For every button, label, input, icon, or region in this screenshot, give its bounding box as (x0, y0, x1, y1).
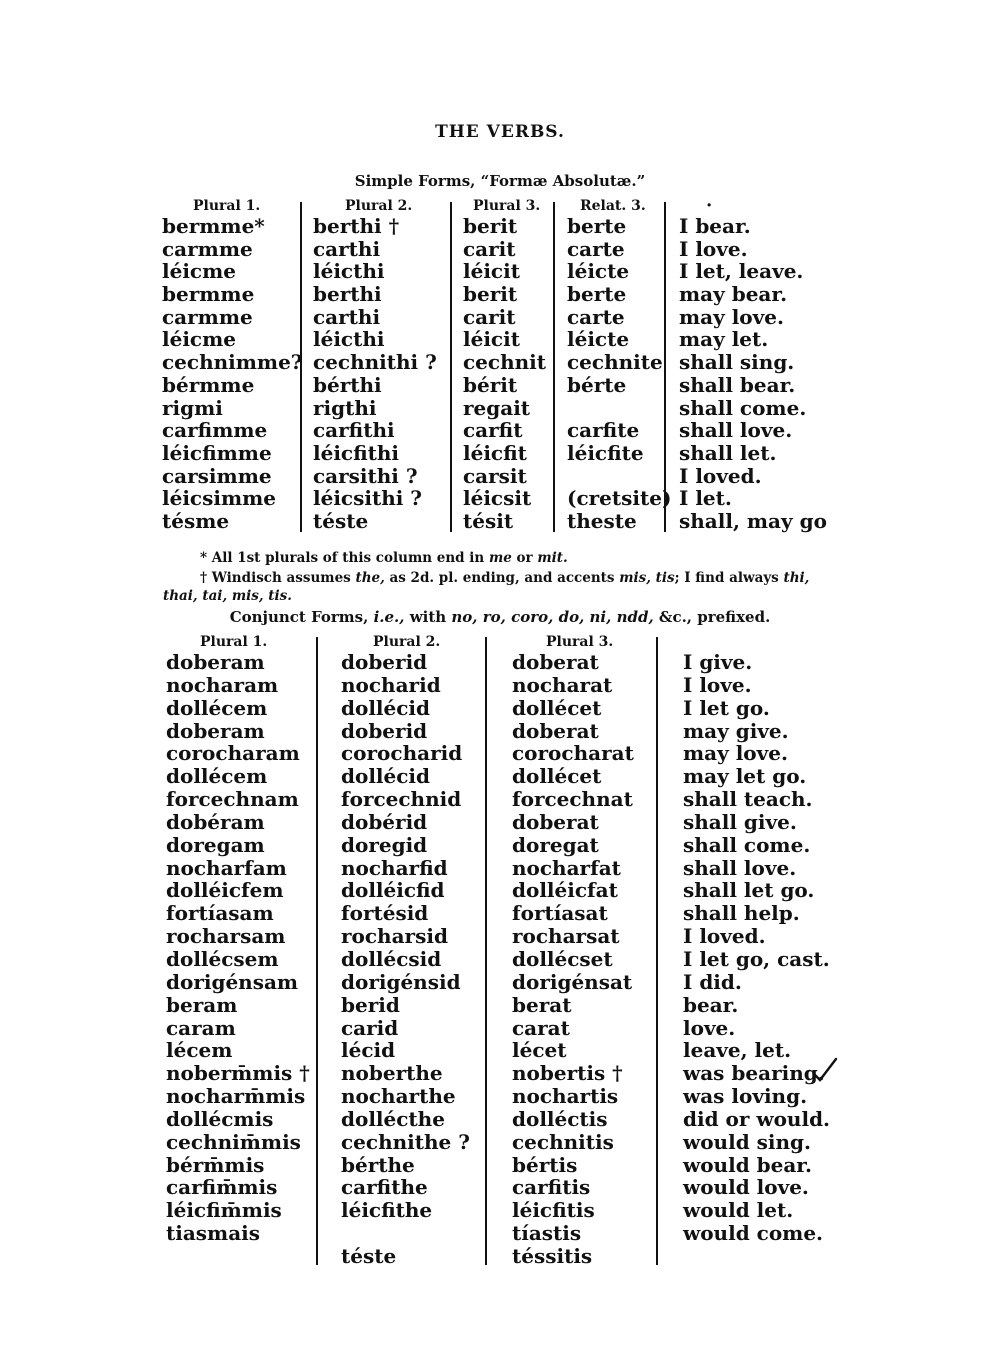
list-item: léicsithi ? (313, 486, 423, 511)
list-item (341, 1222, 470, 1245)
list-item: cechnimme? (162, 350, 303, 375)
list-item: dorigénsid (341, 969, 461, 994)
list-item: shall let. (679, 440, 777, 465)
list-item: carmme (162, 236, 253, 261)
list-item: dolléicfid (341, 878, 445, 903)
list-item (683, 1245, 830, 1268)
conjunct-column-rule (316, 637, 318, 1265)
list-item: léicme (162, 259, 236, 284)
list-item: léicsimme (162, 486, 277, 511)
list-item: dollécsid (341, 946, 442, 971)
simple-header-plural3: Plural 3. (473, 198, 541, 214)
list-item: I let go, cast. (683, 946, 830, 971)
list-item: noberm̄mis † (166, 1061, 310, 1086)
list-item: carte (567, 304, 625, 329)
simple-plural1-column (162, 215, 303, 533)
list-item: would love. (683, 1175, 809, 1200)
list-item: dolléicfem (166, 878, 284, 903)
list-item: rocharsid (341, 924, 448, 949)
list-item: would sing. (683, 1129, 811, 1154)
list-item: doregam (166, 832, 265, 857)
list-item: bérthe (341, 1152, 415, 1177)
list-item: may let. (679, 327, 769, 352)
list-item: nocharthe (341, 1084, 456, 1109)
list-item: bértis (512, 1152, 578, 1177)
list-item: carte (567, 236, 625, 261)
list-item: leave, let. (683, 1038, 792, 1063)
list-item: carfitis (512, 1175, 591, 1200)
list-item: berthi † (313, 214, 400, 238)
list-item: bear. (683, 992, 739, 1017)
list-item: dollécset (512, 946, 613, 971)
list-item: fortésid (341, 901, 429, 926)
list-item: may give. (683, 718, 789, 743)
list-item: dolléicfat (512, 878, 618, 903)
conjunct-forms-heading: Conjunct Forms, i.e., with no, ro, coro, do, ni, ndd, &c., prefixed. (229, 608, 771, 626)
footnote-2-continued: thai, tai, mis, tis. (163, 588, 292, 604)
list-item: lécem (166, 1038, 233, 1063)
list-item: carmme (162, 304, 253, 329)
list-item: I let go. (683, 695, 770, 720)
list-item: léicfite (567, 440, 644, 465)
list-item: shall let go. (683, 878, 815, 903)
list-item: I give. (683, 650, 753, 674)
list-item: I let, leave. (679, 259, 804, 284)
conjunct-meaning-column (683, 651, 830, 1268)
list-item: bérte (567, 372, 627, 397)
list-item: bérmme (162, 372, 255, 397)
list-item: carfimme (162, 418, 268, 443)
list-item: nocharm̄mis (166, 1084, 306, 1109)
list-item: shall, may go (679, 508, 827, 533)
list-item: carit (463, 304, 516, 329)
list-item: theste (567, 508, 637, 533)
list-item: dollécmis (166, 1106, 274, 1131)
list-item: carsimme (162, 463, 272, 488)
list-item (567, 397, 671, 420)
list-item: caram (166, 1015, 236, 1040)
list-item: bérm̄mis (166, 1152, 265, 1177)
list-item: nocharam (166, 672, 279, 697)
conjunct-column-rule (656, 637, 658, 1265)
list-item: shall come. (683, 832, 811, 857)
list-item: would come. (683, 1221, 824, 1246)
list-item: bérit (463, 372, 518, 397)
simple-plural2-column (313, 215, 437, 533)
list-item: dollécet (512, 764, 602, 789)
list-item: shall come. (679, 395, 807, 420)
list-item: léicfitis (512, 1198, 595, 1223)
list-item: carsithi ? (313, 463, 418, 488)
conjunct-header-plural1: Plural 1. (200, 634, 268, 650)
list-item: did or would. (683, 1106, 831, 1131)
list-item: téste (341, 1243, 397, 1268)
list-item: doberat (512, 809, 599, 834)
conjunct-column-rule (485, 637, 487, 1265)
list-item: corocharat (512, 741, 634, 766)
list-item: dorigénsat (512, 969, 633, 994)
list-item: léicthi (313, 327, 385, 352)
list-item: I love. (683, 672, 752, 697)
list-item: I let. (679, 486, 732, 511)
list-item: dobérid (341, 809, 428, 834)
list-item: carthi (313, 236, 381, 261)
list-item: téssitis (512, 1243, 593, 1268)
list-item: corocharam (166, 741, 300, 766)
list-item: carthi (313, 304, 381, 329)
list-item: forcechnat (512, 787, 633, 812)
list-item: shall love. (679, 418, 793, 443)
list-item: cechnite (567, 350, 663, 375)
page-title: THE VERBS. (435, 122, 565, 142)
simple-column-rule (553, 202, 555, 532)
simple-forms-heading: Simple Forms, “Formæ Absolutæ.” (354, 172, 646, 190)
dot-mark: · (706, 195, 713, 216)
list-item: may love. (683, 741, 788, 766)
list-item: shall bear. (679, 372, 796, 397)
list-item: léicsit (463, 486, 532, 511)
list-item: dobéram (166, 809, 265, 834)
list-item: dollécet (512, 695, 602, 720)
footnote-1: * All 1st plurals of this column end in me or mit. (200, 550, 568, 566)
list-item: cechnithi ? (313, 350, 437, 375)
list-item: tésit (463, 508, 514, 533)
list-item: nocharfat (512, 855, 621, 880)
list-item (567, 465, 671, 488)
list-item: was loving. (683, 1084, 808, 1109)
list-item: cechnithe ? (341, 1129, 470, 1154)
list-item: may let go. (683, 764, 807, 789)
list-item: fortíasam (166, 901, 274, 926)
list-item: shall give. (683, 809, 797, 834)
list-item: léicthi (313, 259, 385, 284)
conjunct-header-plural2: Plural 2. (373, 634, 441, 650)
list-item (166, 1245, 310, 1268)
list-item: cechnit (463, 350, 546, 375)
list-item: beram (166, 992, 238, 1017)
list-item: nocharfid (341, 855, 448, 880)
list-item: cechnitis (512, 1129, 614, 1154)
list-item: tiasmais (166, 1221, 261, 1246)
list-item: doberat (512, 718, 599, 743)
list-item: berat (512, 992, 572, 1017)
list-item: shall sing. (679, 350, 795, 375)
list-item: nocharat (512, 672, 613, 697)
list-item: fortíasat (512, 901, 608, 926)
list-item: rigthi (313, 395, 377, 420)
list-item: carfithi (313, 418, 395, 443)
list-item: I did. (683, 969, 742, 994)
list-item: doberid (341, 718, 428, 743)
list-item: doberam (166, 718, 265, 743)
list-item: tíastis (512, 1221, 582, 1246)
list-item: berit (463, 214, 518, 238)
list-item: nocharid (341, 672, 441, 697)
list-item: léicfimme (162, 440, 272, 465)
list-item: may love. (679, 304, 784, 329)
list-item: berte (567, 282, 627, 307)
list-item: nobertis † (512, 1061, 623, 1086)
list-item: léicit (463, 259, 520, 284)
list-item: I bear. (679, 214, 751, 238)
list-item: shall teach. (683, 787, 813, 812)
list-item: corocharid (341, 741, 463, 766)
list-item: love. (683, 1015, 736, 1040)
list-item: noberthe (341, 1061, 443, 1086)
list-item: berte (567, 214, 627, 238)
list-item: may bear. (679, 282, 788, 307)
list-item: dollécsem (166, 946, 279, 971)
list-item: I loved. (683, 924, 766, 949)
list-item: téste (313, 508, 369, 533)
list-item: doregid (341, 832, 428, 857)
list-item: nocharfam (166, 855, 287, 880)
list-item: lécet (512, 1038, 567, 1063)
conjunct-plural2-column (341, 651, 470, 1268)
conjunct-plural1-column (166, 651, 310, 1268)
list-item: doberid (341, 650, 428, 674)
list-item: doberam (166, 650, 265, 674)
list-item: lécid (341, 1038, 396, 1063)
handwritten-check-icon (812, 1056, 838, 1082)
list-item: dollécid (341, 764, 431, 789)
list-item: I loved. (679, 463, 762, 488)
list-item: regait (463, 395, 531, 420)
footnote-2: † Windisch assumes the, as 2d. pl. ending, and accents mis, tis; I find always thi, (200, 570, 810, 586)
list-item: would let. (683, 1198, 794, 1223)
list-item: rigmi (162, 395, 223, 420)
simple-header-plural1: Plural 1. (193, 198, 261, 214)
list-item: carfite (567, 418, 640, 443)
list-item: léicte (567, 327, 630, 352)
list-item: was bearing. (683, 1061, 825, 1086)
list-item: forcechnid (341, 787, 462, 812)
list-item: berit (463, 282, 518, 307)
list-item: berid (341, 992, 400, 1017)
list-item: doregat (512, 832, 599, 857)
list-item: rocharsat (512, 924, 620, 949)
list-item: shall help. (683, 901, 800, 926)
list-item: léicfithi (313, 440, 400, 465)
list-item: léicte (567, 259, 630, 284)
list-item: carfit (463, 418, 523, 443)
list-item: tésme (162, 508, 230, 533)
simple-column-rule (450, 202, 452, 532)
list-item: would bear. (683, 1152, 812, 1177)
list-item: carat (512, 1015, 570, 1040)
list-item: forcechnam (166, 787, 299, 812)
conjunct-header-plural3: Plural 3. (546, 634, 614, 650)
list-item: carfim̄mis (166, 1175, 278, 1200)
list-item: léicit (463, 327, 520, 352)
list-item: berthi (313, 282, 382, 307)
list-item: shall love. (683, 855, 797, 880)
conjunct-plural3-column (512, 651, 634, 1268)
list-item: léicfithe (341, 1198, 433, 1223)
list-item: dollécid (341, 695, 431, 720)
list-item: carsit (463, 463, 527, 488)
list-item: carfithe (341, 1175, 428, 1200)
list-item: rocharsam (166, 924, 286, 949)
list-item: bérthi (313, 372, 382, 397)
simple-header-relat3: Relat. 3. (580, 198, 646, 214)
list-item: I love. (679, 236, 748, 261)
list-item: cechnim̄mis (166, 1129, 301, 1154)
list-item: carid (341, 1015, 399, 1040)
list-item: léicfim̄mis (166, 1198, 282, 1223)
list-item: carit (463, 236, 516, 261)
list-item: dorigénsam (166, 969, 299, 994)
list-item: (cretsite) (567, 486, 672, 511)
simple-header-plural2: Plural 2. (345, 198, 413, 214)
list-item: dollécem (166, 695, 268, 720)
list-item: léicfit (463, 440, 527, 465)
list-item: bermme* (162, 214, 265, 238)
list-item: dolléctis (512, 1106, 608, 1131)
simple-meaning-column (679, 215, 827, 533)
list-item: léicme (162, 327, 236, 352)
list-item: dollécem (166, 764, 268, 789)
simple-relat3-column (567, 215, 671, 533)
list-item: dollécthe (341, 1106, 445, 1131)
simple-plural3-column (463, 215, 546, 533)
list-item: doberat (512, 650, 599, 674)
list-item: bermme (162, 282, 255, 307)
list-item: nochartis (512, 1084, 619, 1109)
